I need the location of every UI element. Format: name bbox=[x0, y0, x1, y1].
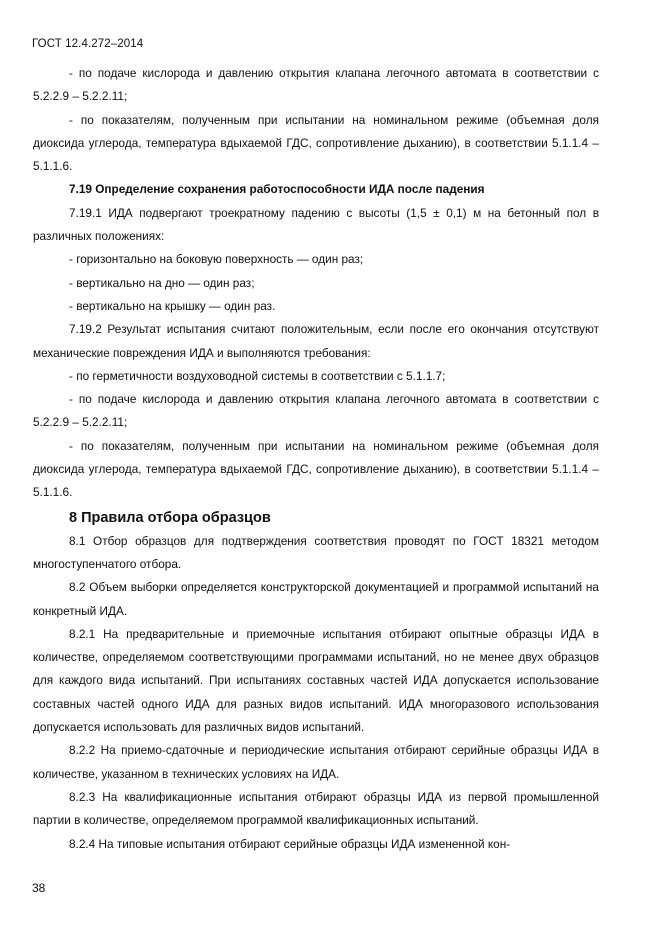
list-item-airtightness: - по герметичности воздуховодной системы в соответствии с 5.1.1.7; bbox=[69, 368, 446, 383]
document-header: ГОСТ 12.4.272–2014 bbox=[32, 38, 144, 50]
list-item-oxygen-supply: - по подаче кислорода и давлению открытия клапана легочного автомата в соответствии с 5.2.2.9 – 5.2.2.11; bbox=[33, 66, 599, 104]
list-item-horizontal-drop: - горизонтально на боковую поверхность — один раз; bbox=[69, 252, 364, 267]
clause-8-2-4: 8.2.4 На типовые испытания отбирают серийные образцы ИДА измененной кон- bbox=[69, 836, 511, 851]
clause-7-19-1: 7.19.1 ИДА подвергают троекратному падению с высоты (1,5 ± 0,1) м на бетонный пол в различных положениях: bbox=[33, 205, 599, 244]
list-item-lid-drop: - вертикально на крышку — один раз. bbox=[69, 298, 276, 313]
section-8-heading: 8 Правила отбора образцов bbox=[69, 509, 271, 526]
document-body bbox=[33, 62, 599, 856]
list-item-oxygen-supply-2: - по подаче кислорода и давлению открытия клапана легочного автомата в соответствии с 5.2.2.9 – 5.2.2.11; bbox=[33, 392, 599, 430]
clause-8-2-2: 8.2.2 На приемо-сдаточные и периодические испытания отбирают серийные образцы ИДА в количестве, указанном в технических условиях на ИДА. bbox=[33, 743, 599, 781]
list-item-bottom-drop: - вертикально на дно — один раз; bbox=[69, 275, 255, 290]
list-item-nominal-mode-2: - по показателям, полученным при испытании на номинальном режиме (объемная доля диоксида углерода, температура вдыхаемой ГДС, сопротивление дыханию), в соответствии 5.1.1.4 – 5.1.1.6. bbox=[33, 438, 599, 500]
clause-8-2-1: 8.2.1 На предварительные и приемочные испытания отбирают опытные образцы ИДА в количестве, определяемом соответствующими программами испытаний, но не менее двух образцов для каждого вида испытаний. При испытаниях составных частей ИДА допускается использование составных частей одного ИДА для разных видов испытаний. ИДА многоразового использования допускается использовать для различных видов испытаний. bbox=[33, 626, 599, 735]
clause-7-19-title: 7.19 Определение сохранения работоспособности ИДА после падения bbox=[69, 182, 485, 197]
clause-8-1: 8.1 Отбор образцов для подтверждения соответствия проводят по ГОСТ 18321 методом многоступенчатого отбора. bbox=[33, 533, 599, 571]
clause-8-2: 8.2 Объем выборки определяется конструкторской документацией и программой испытаний на конкретный ИДА. bbox=[33, 580, 599, 618]
page-number: 38 bbox=[32, 881, 46, 895]
list-item-nominal-mode: - по показателям, полученным при испытании на номинальном режиме (объемная доля диоксида углерода, температура вдыхаемой ГДС, сопротивление дыханию), в соответствии 5.1.1.4 – 5.1.1.6. bbox=[33, 112, 599, 174]
clause-7-19-2: 7.19.2 Результат испытания считают положительным, если после его окончания отсутствуют механические повреждения ИДА и выполняются требования: bbox=[33, 322, 599, 360]
clause-8-2-3: 8.2.3 На квалификационные испытания отбирают образцы ИДА из первой промышленной партии в количестве, определяемом программой квалификационных испытаний. bbox=[33, 789, 599, 828]
